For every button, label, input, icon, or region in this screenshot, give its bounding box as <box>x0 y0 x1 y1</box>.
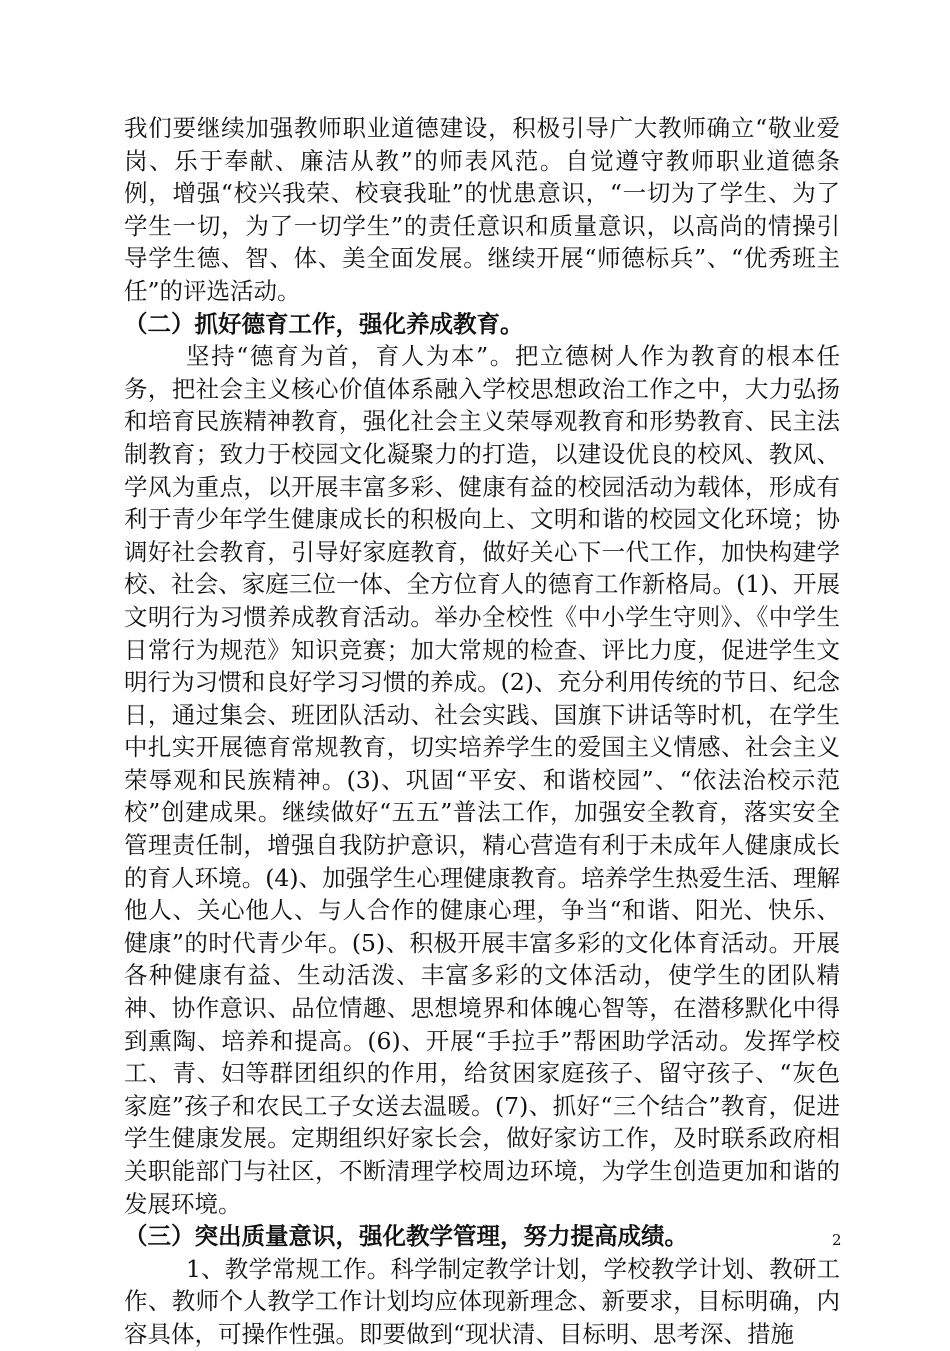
section-heading-teaching-quality: （三）突出质量意识，强化教学管理，努力提高成绩。 <box>124 1222 688 1251</box>
page-number: 2 <box>832 1231 842 1249</box>
paragraph-teaching-routine: 1、教学常规工作。科学制定教学计划，学校教学计划、教研工作、教师个人教学工作计划均应体现新理念、新要求，目标明确，内容具体，可操作性强。即要做到“现状清、目标明、思考深、措施 <box>124 1254 840 1348</box>
paragraph-teacher-ethics: 我们要继续加强教师职业道德建设，积极引导广大教师确立“敬业爱岗、乐于奉献、廉洁从教”的师表风范。自觉遵守教师职业道德条例，增强“校兴我荣、校衰我耻”的忧患意识，“一切为了学生、为了学生一切，为了一切学生”的责任意识和质量意识，以高尚的情操引导学生德、智、体、美全面发展。继续开展“师德标兵”、“优秀班主任”的评选活动。 <box>124 114 840 305</box>
section-heading-moral-education: （二）抓好德育工作，强化养成教育。 <box>124 309 524 338</box>
document-body <box>124 112 840 1351</box>
paragraph-moral-education: 坚持“德育为首，育人为本”。把立德树人作为教育的根本任务，把社会主义核心价值体系融入学校思想政治工作之中，大力弘扬和培育民族精神教育，强化社会主义荣辱观教育和形势教育、民主法制教育；致力于校园文化凝聚力的打造，以建设优良的校风、教风、学风为重点，以开展丰富多彩、健康有益的校园活动为载体，形成有利于青少年学生健康成长的积极向上、文明和谐的校园文化环境；协调好社会教育，引导好家庭教育，做好关心下一代工作，加快构建学校、社会、家庭三位一体、全方位育人的德育工作新格局。(1)、开展文明行为习惯养成教育活动。举办全校性《中小学生守则》、《中学生日常行为规范》知识竞赛；加大常规的检查、评比力度，促进学生文明行为习惯和良好学习习惯的养成。(2)、充分利用传统的节日、纪念日，通过集会、班团队活动、社会实践、国旗下讲话等时机，在学生中扎实开展德育常规教育，切实培养学生的爱国主义情感、社会主义荣辱观和民族精神。(3)、巩固“平安、和谐校园”、“依法治校示范校”创建成果。继续做好“五五”普法工作，加强安全教育，落实安全管理责任制，增强自我防护意识，精心营造有利于未成年人健康成长的育人环境。(4)、加强学生心理健康教育。培养学生热爱生活、理解他人、关心他人、与人合作的健康心理，争当“和谐、阳光、快乐、健康”的时代青少年。(5)、积极开展丰富多彩的文化体育活动。开展各种健康有益、生动活泼、丰富多彩的文体活动，使学生的团队精神、协作意识、品位情趣、思想境界和体魄心智等，在潜移默化中得到熏陶、培养和提高。(6)、开展“手拉手”帮困助学活动。发挥学校工、青、妇等群团组织的作用，给贫困家庭孩子、留守孩子、“灰色家庭”孩子和农民工子女送去温暖。(7)、抓好“三个结合”教育，促进学生健康发展。定期组织好家长会，做好家访工作，及时联系政府相关职能部门与社区，不断清理学校周边环境，为学生创造更加和谐的发展环境。 <box>124 342 840 1218</box>
